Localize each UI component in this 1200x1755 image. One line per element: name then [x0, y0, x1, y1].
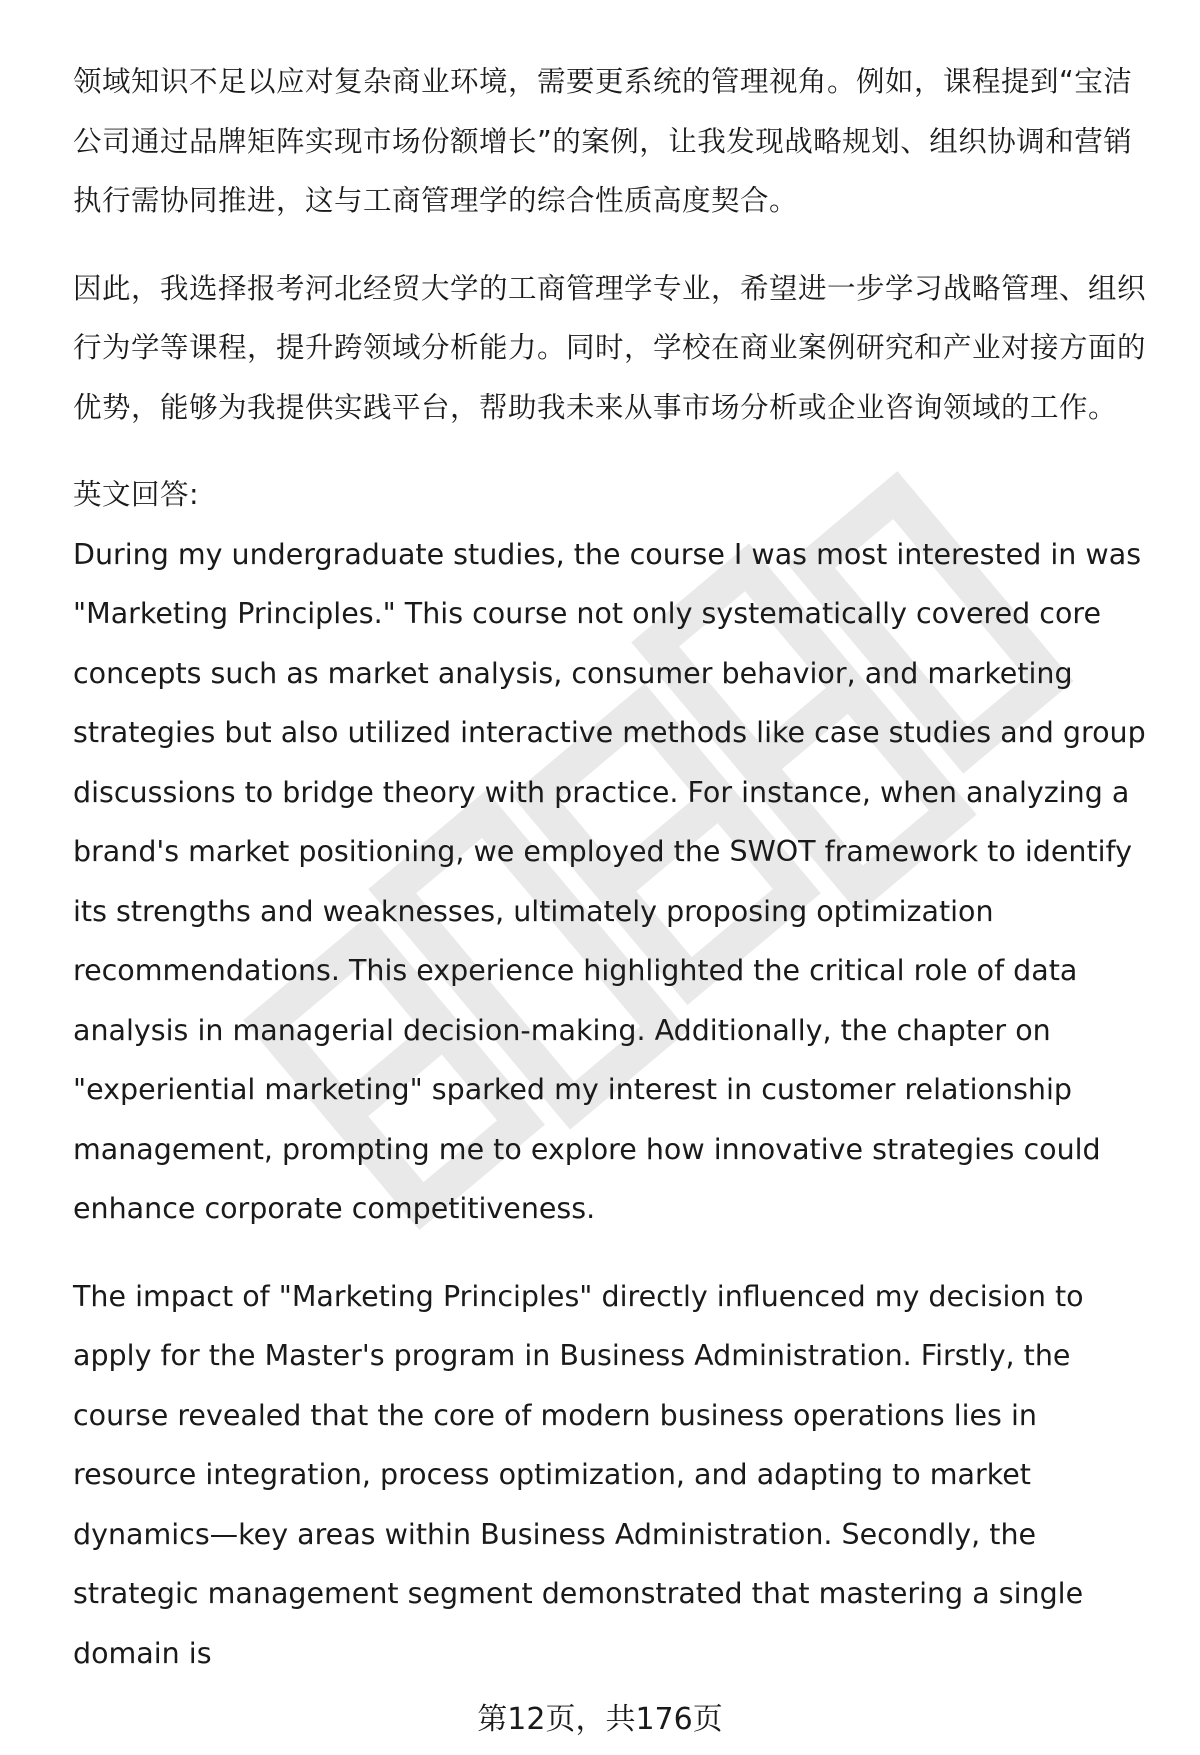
english-paragraph-2: The impact of "Marketing Principles" directly influenced my decision to apply for the Master's program in Business Administration. Firstly, the course revealed that the core of modern business operations lies in resource integration, process optimization, and adapting to market dynamics—key areas within Business Administration. Secondly, the strategic management segment demonstrated that mastering a single domain is — [73, 1279, 1084, 1670]
document-body — [73, 52, 1153, 1683]
page-indicator: 第12页，共176页 — [477, 1702, 723, 1737]
section-heading: 英文回答: — [73, 478, 200, 511]
english-paragraph-1: During my undergraduate studies, the course I was most interested in was "Marketing Principles." This course not only systematically covered core concepts such as market analysis, consumer behavior, and marketing strategies but also utilized interactive methods like case studies and group discussions to bridge theory with practice. For instance, when analyzing a brand's market positioning, we employed the SWOT framework to identify its strengths and weaknesses, ultimately proposing optimization recommendations. This experience highlighted the critical role of data analysis in managerial decision-making. Additionally, the chapter on "experiential marketing" sparked my interest in customer relationship management, prompting me to explore how innovative strategies could enhance corporate competitiveness. — [73, 537, 1146, 1225]
chinese-paragraph-2: 因此，我选择报考河北经贸大学的工商管理学专业，希望进一步学习战略管理、组织行为学等课程，提升跨领域分析能力。同时，学校在商业案例研究和产业对接方面的优势，能够为我提供实践平台，帮助我未来从事市场分析或企业咨询领域的工作。 — [73, 271, 1147, 424]
chinese-paragraph-1: 领域知识不足以应对复杂商业环境，需要更系统的管理视角。例如，课程提到“宝洁公司通过品牌矩阵实现市场份额增长”的案例，让我发现战略规划、组织协调和营销执行需协同推进，这与工商管理学的综合性质高度契合。 — [73, 65, 1133, 217]
